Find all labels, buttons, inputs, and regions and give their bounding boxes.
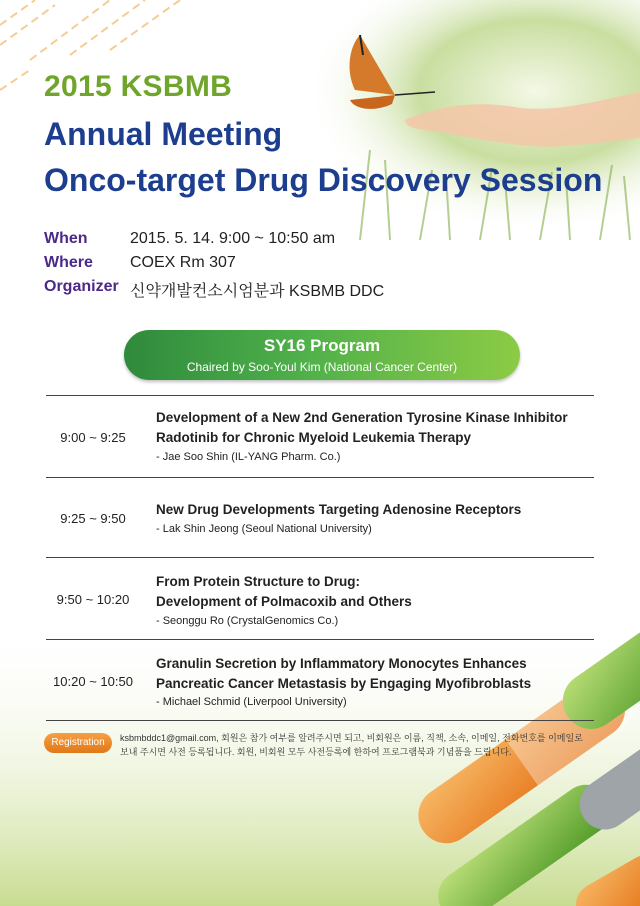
session-time: 10:20 ~ 10:50 (53, 674, 133, 689)
session-title-line: Granulin Secretion by Inflammatory Monocytes Enhances (156, 656, 527, 671)
organizer-label: Organizer (44, 278, 119, 295)
program-title: SY16 Program (263, 336, 381, 355)
session-time: 9:00 ~ 9:25 (60, 430, 126, 445)
table-end-divider (46, 720, 594, 721)
when-label: When (44, 230, 88, 247)
session-title-line: Development of a New 2nd Generation Tyrosine Kinase Inhibitor (156, 410, 568, 425)
where-label: Where (44, 254, 93, 271)
registration-button[interactable]: Registration (44, 733, 112, 753)
session-row (46, 395, 594, 478)
session-speaker: - Michael Schmid (Liverpool University) (156, 696, 347, 708)
session-title-line: From Protein Structure to Drug: (156, 574, 361, 589)
session-speaker: - Seonggu Ro (CrystalGenomics Co.) (156, 615, 339, 627)
session-title-line: Radotinib for Chronic Myeloid Leukemia Therapy (156, 430, 472, 445)
session-time: 9:50 ~ 10:20 (56, 592, 130, 607)
event-year-title: 2015 KSBMB (44, 70, 233, 103)
session-row (46, 639, 594, 721)
program-chair: Chaired by Soo-Youl Kim (National Cancer Center) (186, 360, 458, 374)
session-row (46, 477, 594, 558)
session-title-line: Development of Polmacoxib and Others (156, 594, 412, 609)
session-row (46, 557, 594, 640)
program-banner (124, 330, 520, 380)
when-value: 2015. 5. 14. 9:00 ~ 10:50 am (130, 230, 336, 247)
session-title-line: New Drug Developments Targeting Adenosine Receptors (156, 502, 522, 517)
registration-text: ksbmbddc1@gmail.com, 회원은 참가 여부를 알려주시면 되고, 비회원은 이름, 직책, 소속, 이메일, 전화번호를 이메일로 보내 주시면 사전 등록됩니다. 회원, 비회원 모두 사전등록에 한하여 프로그램북과 기념품을 드립니다. (120, 733, 583, 757)
session-speaker: - Lak Shin Jeong (Seoul National University) (156, 523, 372, 535)
event-title: Annual Meeting (44, 116, 283, 152)
organizer-value: 신약개발컨소시엄분과 KSBMB DDC (130, 283, 385, 300)
session-title: Onco-target Drug Discovery Session (44, 162, 603, 198)
session-title-line: Pancreatic Cancer Metastasis by Engaging Myofibroblasts (156, 676, 532, 691)
session-speaker: - Jae Soo Shin (IL-YANG Pharm. Co.) (156, 451, 341, 463)
where-value: COEX Rm 307 (130, 254, 236, 271)
session-time: 9:25 ~ 9:50 (60, 511, 126, 526)
